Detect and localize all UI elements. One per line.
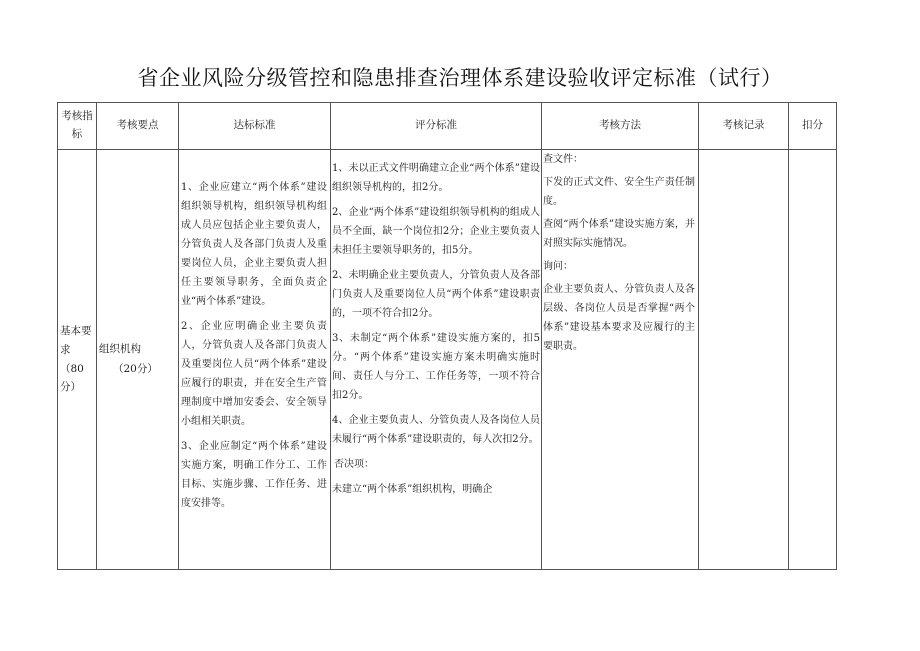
- header-scoring: 评分标准: [331, 103, 542, 150]
- method-item: 询问：: [543, 261, 573, 272]
- veto-text: 未建立“两个体系”组织机构，明确企: [332, 484, 493, 495]
- scoring-item: 2、未明确企业主要负责人，分管负责人及各部门负责人及重要岗位人员“两个体系”建设职责的，一项不符合扣2分。: [332, 270, 540, 319]
- scoring-cell: [331, 150, 542, 570]
- evaluation-table: [57, 102, 837, 570]
- indicator-cell: 基本要求（80分）: [58, 150, 97, 570]
- header-record: 考核记录: [699, 103, 789, 150]
- header-deduction: 扣分: [789, 103, 837, 150]
- standard-cell: [179, 150, 331, 570]
- record-cell: [699, 150, 789, 570]
- scoring-item: 1、未以正式文件明确建立企业“两个体系”建设组织领导机构的，扣2分。: [332, 163, 540, 193]
- standard-item: 1、企业应建立“两个体系”建设组织领导机构，组织领导机构组成人员应包括企业主要负责人，分管负责人及各部门负责人及重要岗位人员，企业主要负责人担任主要领导职务，全面负责企业“两个体系”建设。: [181, 182, 327, 307]
- method-item: 查阅“两个体系”建设实施方案，并对照实际实施情况。: [543, 219, 695, 249]
- header-method: 考核方法: [542, 103, 699, 150]
- key-point-score: （20分）: [113, 362, 158, 375]
- veto-label: 否决项：: [334, 459, 374, 470]
- header-key-point: 考核要点: [97, 103, 179, 150]
- document-title: 省企业风险分级管控和隐患排查治理体系建设验收评定标准（试行）: [137, 66, 783, 90]
- deduction-cell: [789, 150, 837, 570]
- scoring-item: 2、企业“两个体系”建设组织领导机构的组成人员不全面，缺一个岗位扣2分；企业主要负责人未担任主要领导职务的，扣5分。: [332, 207, 540, 256]
- key-point-cell: [97, 150, 179, 570]
- scoring-item: 4、企业主要负责人、分管负责人及各岗位人员未履行“两个体系”建设职责的，每人次扣2分。: [332, 415, 540, 445]
- method-item: 查文件：: [543, 154, 583, 165]
- key-point-name: 组织机构: [99, 342, 141, 355]
- standard-item: 3、企业应制定“两个体系”建设实施方案，明确工作分工、工作目标、实施步骤、工作任务、进度安排等。: [181, 441, 327, 509]
- method-item: 企业主要负责人、分管负责人及各层级、各岗位人员是否掌握“两个体系”建设基本要求及应履行的主要职责。: [543, 284, 695, 352]
- header-standard: 达标标准: [179, 103, 331, 150]
- standard-item: 2、企业应明确企业主要负责人，分管负责人及各部门负责人及重要岗位人员“两个体系”建设应履行的职责，并在安全生产管理制度中增加安委会、安全领导小组相关职责。: [181, 321, 327, 427]
- header-indicator: 考核指标: [58, 103, 97, 150]
- method-item: 下发的正式文件、安全生产责任制度。: [543, 177, 695, 207]
- scoring-item: 3、未制定“两个体系”建设实施方案的，扣5分。“两个体系”建设实施方案未明确实施时间、责任人与分工、工作任务等，一项不符合扣2分。: [332, 333, 540, 401]
- table-row: [58, 150, 837, 570]
- method-cell: [542, 150, 699, 570]
- table-header-row: [58, 103, 837, 150]
